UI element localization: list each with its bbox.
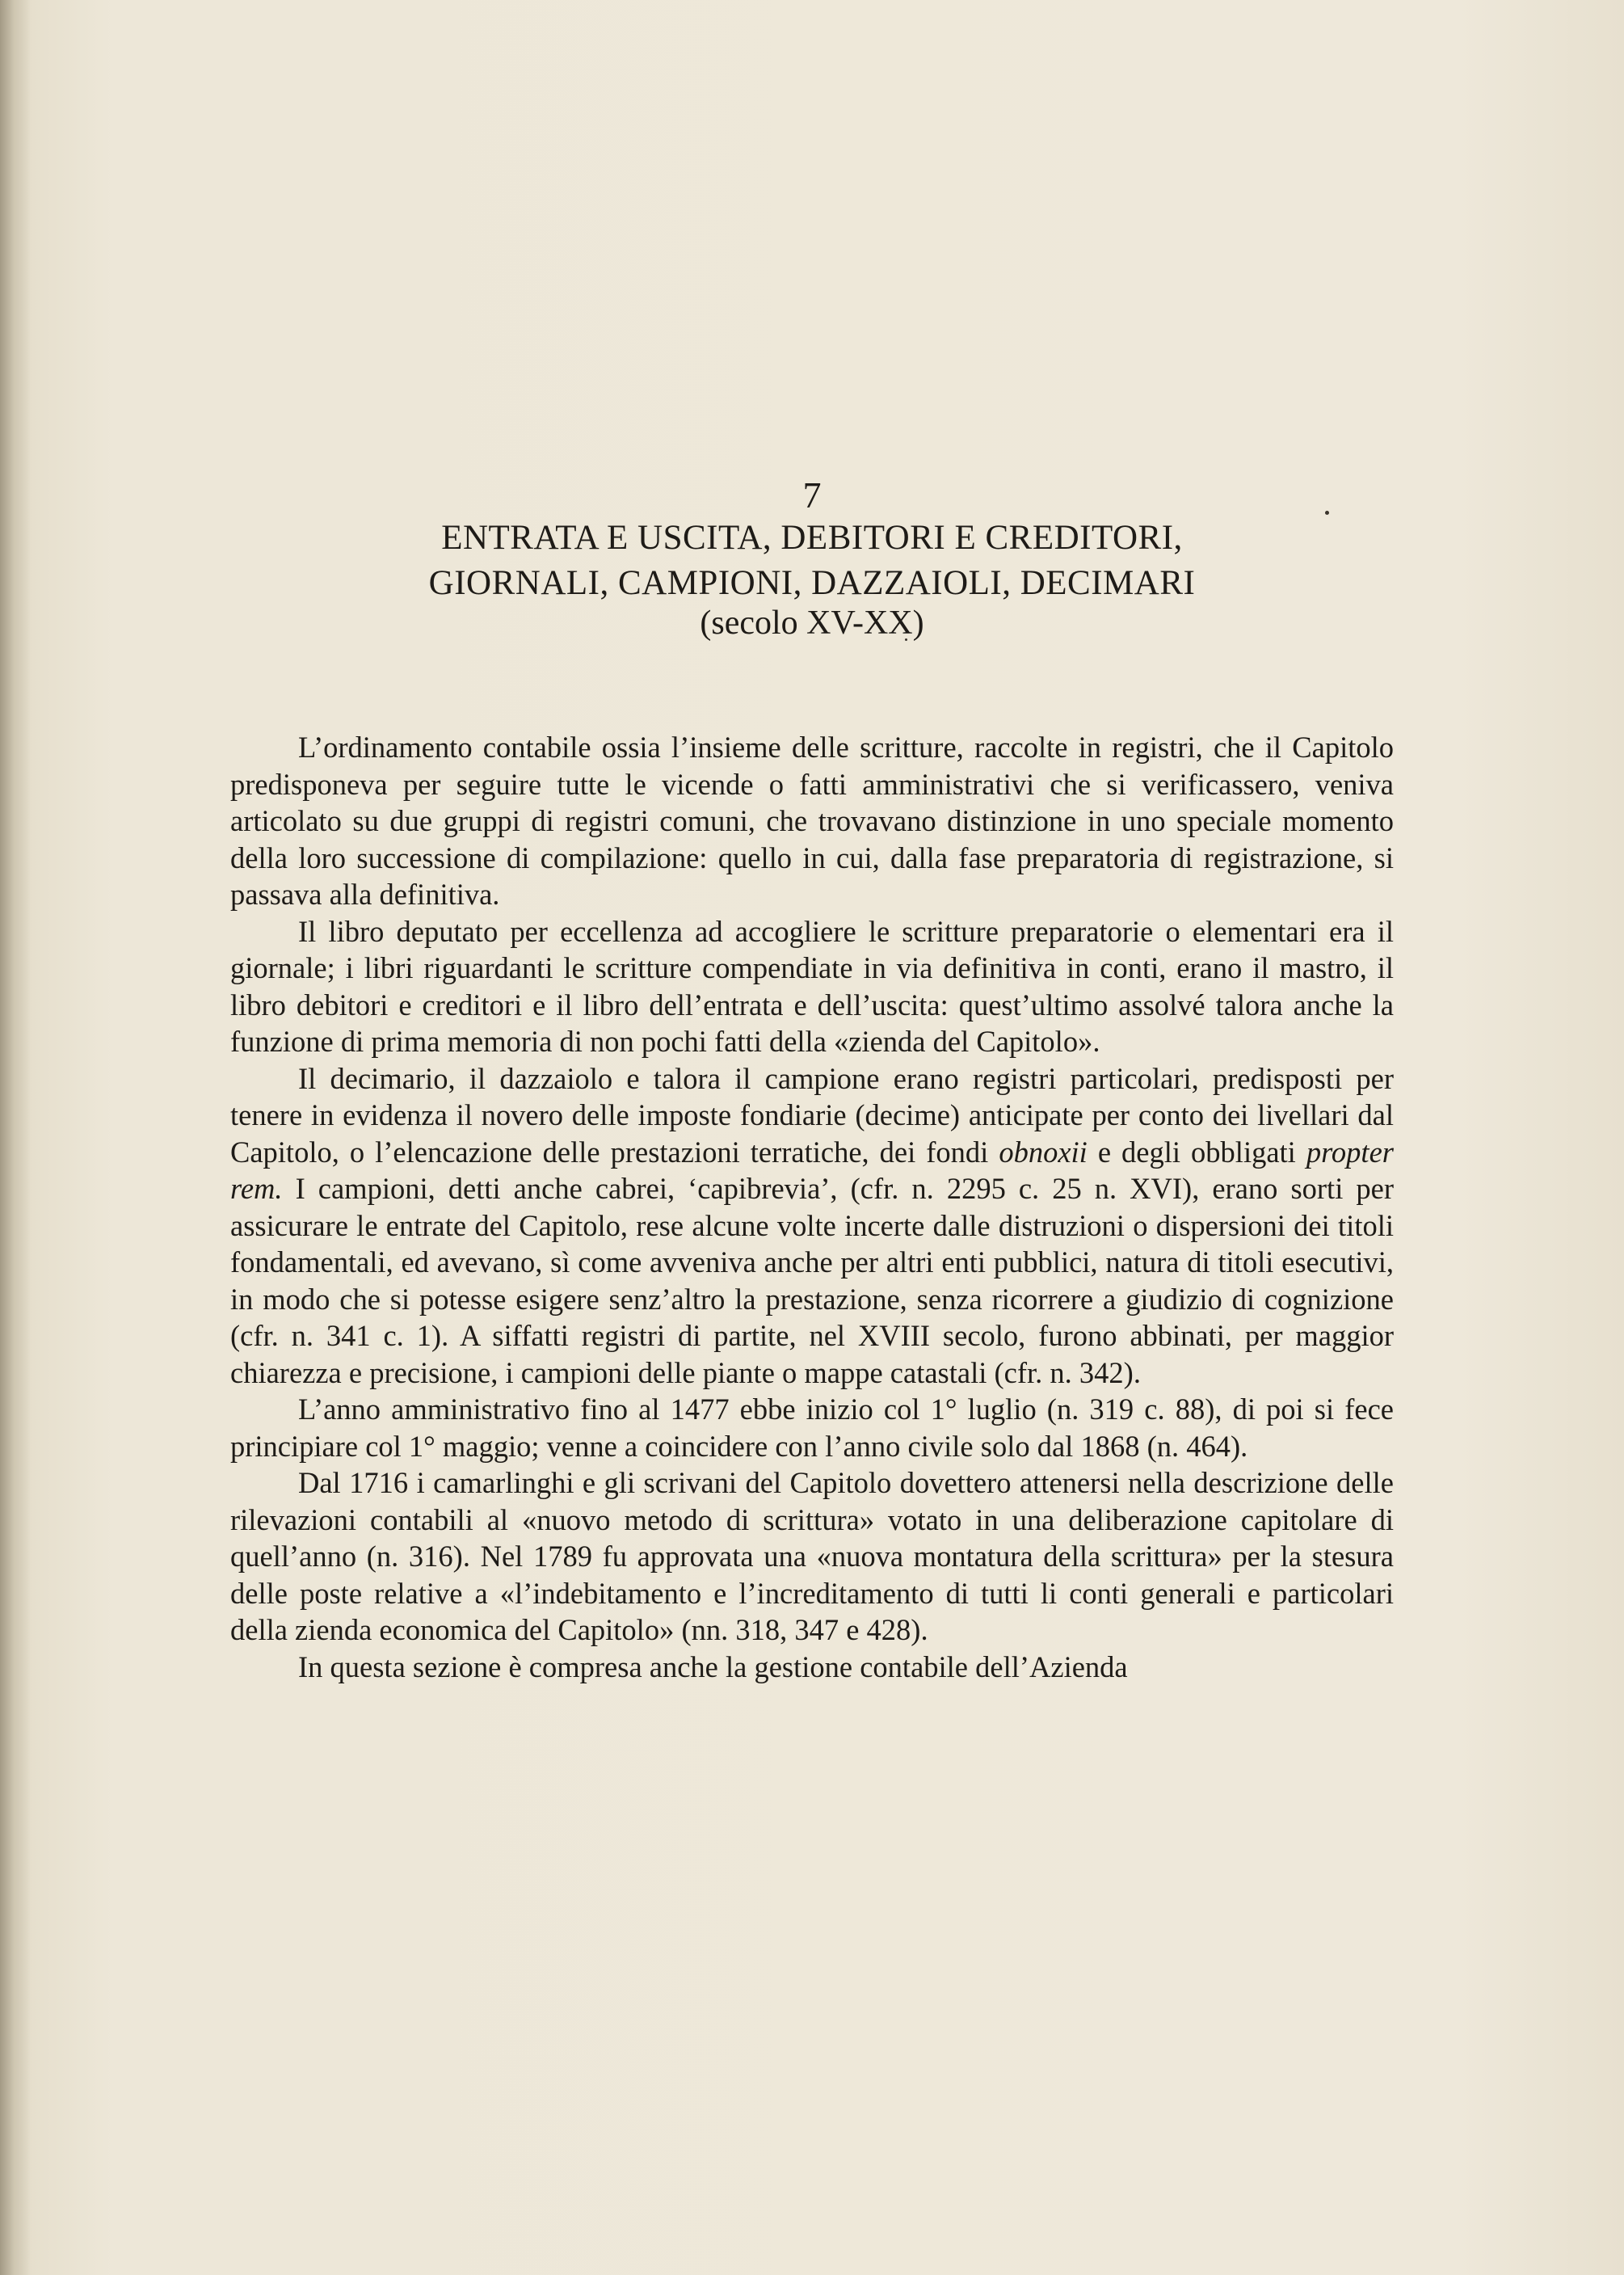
section-subtitle: (secolo XV-XX) (700, 605, 924, 642)
paragraph-1: L’ordinamento contabile ossia l’insieme delle scritture, raccolte in registri, che il Capitolo predisponeva per seguire tutte le vicende o fatti amministrativi che si verificassero, veniva articolato su due gruppi di registri comuni, che trovavano distinzione in uno speciale momento della loro successione di compilazione: quello in cui, dalla fase preparatoria di registrazione, si passava alla definitiva. (230, 731, 1394, 911)
paragraph-3-part-a: Il decimario, il dazzaiolo e talora il campione erano registri particolari, predisposti per tenere in evidenza il novero delle imposte fondiarie (decime) anticipate per conto dei livellari dal Capitolo, o l’elencazione delle prestazioni terratiche, dei fondi (230, 1061, 1394, 1169)
paragraph-3-part-c: I campioni, detti anche cabrei, ‘capibrevia’, (cfr. n. 2295 c. 25 n. XVI), erano sorti per assicurare le entrate del Capitolo, rese alcune volte incerte dalle distruzioni o dispersioni dei titoli fondamentali, ed avevano, sì come avveniva anche per altri enti pubblici, natura di titoli esecutivi, in modo che si potesse esigere senz’altro la prestazione, senza ricorrere a giudizio di cognizione (cfr. n. 341 c. 1). A siffatti registri di partite, nel XVIII secolo, furono abbinati, per maggior chiarezza e precisione, i campioni delle piante o mappe catastali (cfr. n. 342). (230, 1172, 1394, 1389)
paragraph-5: Dal 1716 i camarlinghi e gli scrivani del Capitolo dovettero attenersi nella descrizione delle rilevazioni contabili al «nuovo metodo di scrittura» votato in una deliberazione capitolare di quell’anno (n. 316). Nel 1789 fu approvata una «nuova montatura della scrittura» per la stesura delle poste relative a «l’indebitamento e l’increditamento di tutti li conti generali e particolari della zienda economica del Capitolo» (nn. 318, 347 e 428). (230, 1466, 1394, 1646)
term-obnoxii: obnoxii (999, 1135, 1088, 1169)
binding-gutter-shadow (0, 0, 31, 2275)
section-title-line-2: GIORNALI, CAMPIONI, DAZZAIOLI, DECIMARI (428, 564, 1196, 602)
section-number: 7 (802, 474, 822, 516)
term-propter-rem: propter rem. (230, 1135, 1394, 1205)
body-text (230, 729, 1394, 1685)
paragraph-6: In questa sezione è compresa anche la gestione contabile dell’Azienda (298, 1649, 1128, 1683)
paragraph-2: Il libro deputato per eccellenza ad accogliere le scritture preparatorie o elementari era il giornale; i libri riguardanti le scritture compendiate in via definitiva in conti, erano il mastro, il libro debitori e creditori e il libro dell’entrata e dell’uscita: quest’ultimo assolvé talora anche la funzione di prima memoria di non pochi fatti della «zienda del Capitolo». (230, 914, 1394, 1058)
paragraph-3 (230, 1060, 1394, 1392)
paragraph-3-part-b: e degli obbligati (1087, 1135, 1306, 1169)
section-title-line-1: ENTRATA E USCITA, DEBITORI E CREDITORI, (441, 519, 1183, 557)
paragraph-4: L’anno amministrativo fino al 1477 ebbe inizio col 1° luglio (n. 319 c. 88), di poi si fece principiare col 1° maggio; venne a coincidere con l’anno civile solo dal 1868 (n. 464). (230, 1392, 1394, 1463)
